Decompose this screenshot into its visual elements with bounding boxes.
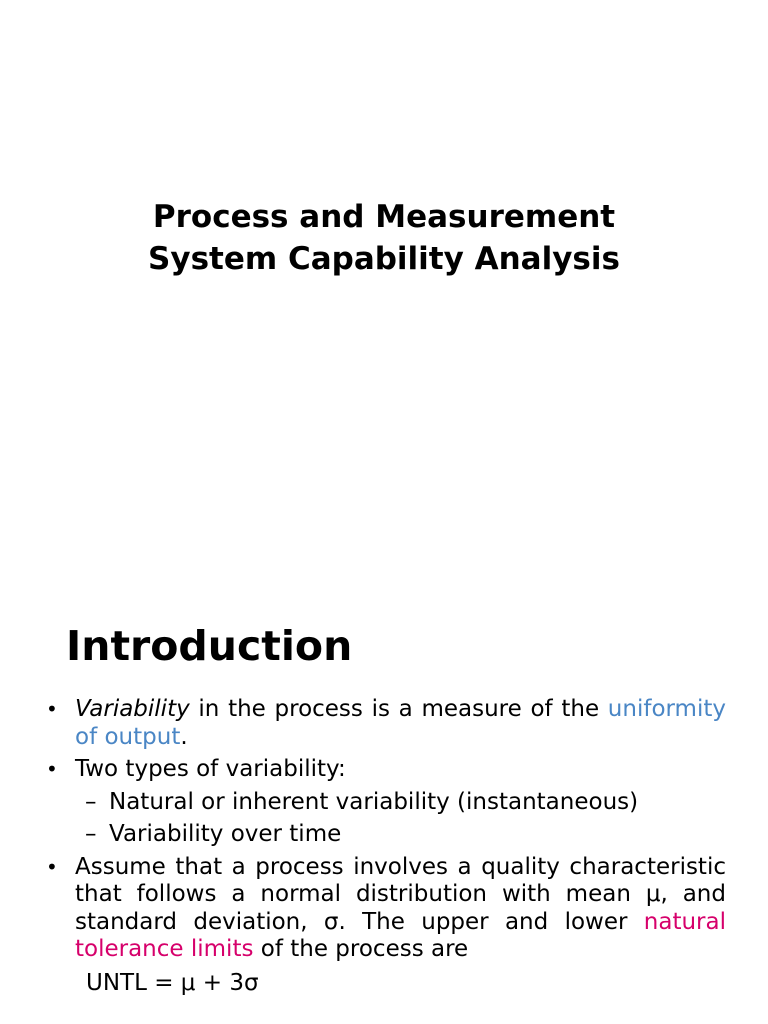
bullet-variability-types xyxy=(46,756,726,784)
subbullet-natural-variability xyxy=(46,789,726,817)
normal-distribution-text: Assume that a process involves a quality characteristic that follows a normal distribution with mean μ, and standard deviation, σ. The upper and lower xyxy=(75,853,726,935)
variability-text: in the process is a measure of the xyxy=(189,696,608,722)
slide-title xyxy=(0,196,768,280)
slide-title-line-2: System Capability Analysis xyxy=(148,241,620,277)
introduction-slide xyxy=(0,576,768,1024)
variability-over-time-text: Variability over time xyxy=(109,821,342,847)
untl-formula: UNTL = μ + 3σ xyxy=(86,969,259,996)
natural-tolerance-limits-highlight: natural tolerance limits xyxy=(75,908,726,962)
slide-title-line-1: Process and Measurement xyxy=(152,199,616,235)
variability-term: Variability xyxy=(75,696,190,722)
variability-end: . xyxy=(180,723,188,750)
subbullet-variability-over-time xyxy=(46,821,726,849)
variability-types-text: Two types of variability: xyxy=(75,756,346,782)
introduction-heading: Introduction xyxy=(66,622,353,670)
bullet-normal-distribution xyxy=(46,854,726,964)
introduction-content xyxy=(46,696,726,997)
bullet-variability xyxy=(46,696,726,751)
normal-distribution-end: of the process are xyxy=(253,936,469,962)
natural-variability-text: Natural or inherent variability (instantaneous) xyxy=(109,788,639,815)
uniformity-highlight: uniformity of output xyxy=(75,696,726,750)
